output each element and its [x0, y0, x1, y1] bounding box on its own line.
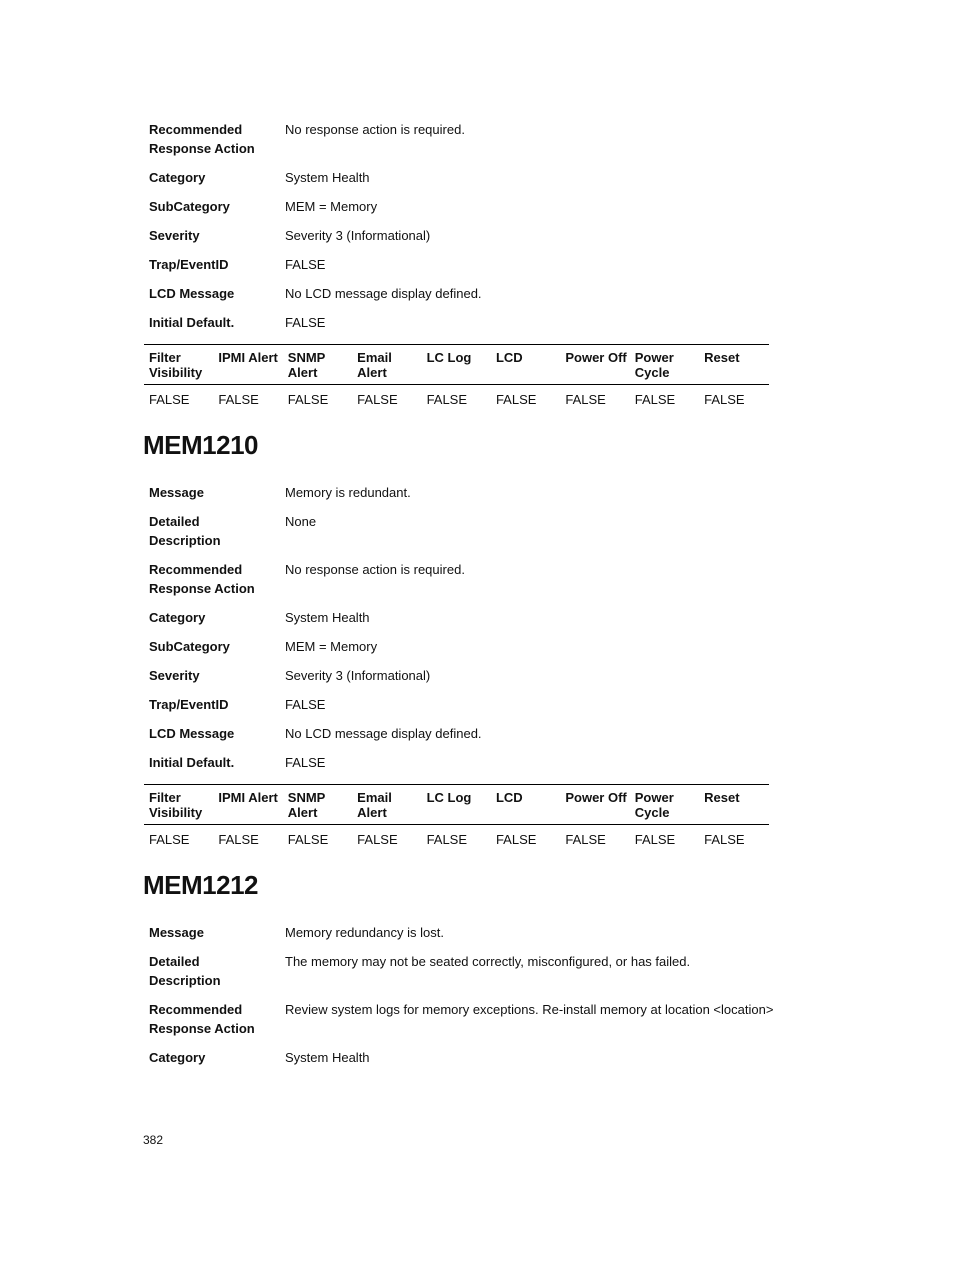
detail-key: LCD Message	[149, 726, 235, 741]
flags-header-cell: Reset	[704, 790, 740, 805]
flags-header-cell: LC Log	[426, 350, 472, 365]
detail-value: Memory redundancy is lost.	[285, 925, 444, 940]
detail-row	[149, 197, 789, 226]
flags-value-cell: FALSE	[149, 392, 190, 407]
section-heading: MEM1212	[143, 870, 258, 900]
flags-table	[144, 784, 769, 848]
detail-row	[149, 1048, 789, 1077]
page-number: 382	[143, 1133, 164, 1147]
detail-key: Category	[149, 610, 206, 625]
flags-value-cell: FALSE	[704, 832, 745, 847]
detail-value: Severity 3 (Informational)	[285, 668, 431, 683]
flags-value-cell: FALSE	[287, 392, 329, 407]
detail-row	[149, 560, 789, 608]
detail-row	[149, 255, 789, 284]
detail-row	[149, 724, 789, 753]
flags-value-cell: FALSE	[426, 832, 468, 847]
detail-row	[149, 1000, 789, 1048]
detail-key: Detailed Description	[149, 514, 221, 548]
detail-key: Category	[149, 170, 206, 185]
flags-table	[144, 344, 769, 408]
flags-value-cell: FALSE	[565, 392, 606, 407]
detail-row	[149, 284, 789, 313]
flags-header-cell: SNMP Alert	[287, 790, 326, 820]
detail-key: Severity	[149, 228, 200, 243]
flags-header-cell: SNMP Alert	[287, 350, 326, 380]
flags-header-cell: Power Cycle	[634, 790, 674, 820]
detail-key: Recommended Response Action	[149, 122, 255, 156]
detail-key: Detailed Description	[149, 954, 221, 988]
detail-value: System Health	[285, 1050, 370, 1065]
flags-header-cell: Reset	[704, 350, 740, 365]
flags-header-cell: Filter Visibility	[149, 350, 203, 380]
detail-value: No LCD message display defined.	[285, 286, 482, 301]
flags-header-cell: LCD	[495, 350, 523, 365]
detail-row	[149, 512, 789, 560]
detail-key: Initial Default.	[149, 315, 235, 330]
detail-value: FALSE	[285, 755, 326, 770]
detail-row	[149, 608, 789, 637]
detail-key: Initial Default.	[149, 755, 235, 770]
flags-value-cell: FALSE	[357, 832, 398, 847]
detail-key: Trap/EventID	[149, 697, 229, 712]
detail-key: Message	[149, 485, 204, 500]
mem1212-details	[149, 923, 789, 1077]
flags-header-cell: Email Alert	[357, 790, 392, 820]
detail-row	[149, 923, 789, 952]
detail-key: Message	[149, 925, 204, 940]
detail-value: No LCD message display defined.	[285, 726, 482, 741]
detail-row	[149, 753, 789, 777]
detail-row	[149, 483, 789, 512]
detail-value: No response action is required.	[285, 122, 465, 137]
detail-value: FALSE	[285, 257, 326, 272]
flags-value-cell: FALSE	[218, 832, 259, 847]
detail-value: System Health	[285, 610, 370, 625]
detail-key: SubCategory	[149, 639, 230, 654]
detail-key: Trap/EventID	[149, 257, 229, 272]
detail-value: Severity 3 (Informational)	[285, 228, 431, 243]
detail-row	[149, 952, 789, 1000]
flags-value-cell: FALSE	[357, 392, 398, 407]
detail-value: The memory may not be seated correctly, misconfigured, or has failed.	[285, 954, 691, 969]
detail-value: MEM = Memory	[285, 639, 378, 654]
flags-value-row	[144, 825, 769, 848]
flags-value-cell: FALSE	[495, 832, 537, 847]
flags-header-cell: LCD	[495, 790, 523, 805]
detail-value: Memory is redundant.	[285, 485, 411, 500]
flags-value-cell: FALSE	[287, 832, 329, 847]
mem1210-details	[149, 483, 789, 777]
detail-key: LCD Message	[149, 286, 235, 301]
detail-key: Recommended Response Action	[149, 562, 255, 596]
flags-header-cell: Email Alert	[357, 350, 392, 380]
detail-row	[149, 226, 789, 255]
detail-value: System Health	[285, 170, 370, 185]
flags-header-row	[144, 344, 769, 385]
flags-value-cell: FALSE	[218, 392, 259, 407]
detail-row	[149, 637, 789, 666]
flags-header-cell: Filter Visibility	[149, 790, 203, 820]
detail-value: None	[285, 514, 317, 529]
flags-header-cell: Power Off	[565, 350, 627, 365]
detail-value: MEM = Memory	[285, 199, 378, 214]
top-details	[149, 120, 789, 337]
detail-value: Review system logs for memory exceptions. Re-install memory at location <location>	[285, 1002, 774, 1017]
flags-value-row	[144, 385, 769, 408]
detail-row	[149, 695, 789, 724]
flags-header-cell: Power Cycle	[634, 350, 674, 380]
flags-value-cell: FALSE	[495, 392, 537, 407]
detail-row	[149, 120, 789, 168]
detail-row	[149, 313, 789, 337]
flags-header-row	[144, 784, 769, 825]
detail-key: SubCategory	[149, 199, 230, 214]
detail-value: FALSE	[285, 697, 326, 712]
detail-value: FALSE	[285, 315, 326, 330]
flags-header-cell: LC Log	[426, 790, 472, 805]
detail-key: Severity	[149, 668, 200, 683]
flags-value-cell: FALSE	[634, 832, 676, 847]
flags-header-cell: IPMI Alert	[218, 350, 278, 365]
flags-header-cell: Power Off	[565, 790, 627, 805]
section-heading: MEM1210	[143, 430, 258, 460]
flags-value-cell: FALSE	[565, 832, 606, 847]
flags-value-cell: FALSE	[149, 832, 190, 847]
detail-key: Recommended Response Action	[149, 1002, 255, 1036]
detail-row	[149, 666, 789, 695]
flags-value-cell: FALSE	[704, 392, 745, 407]
detail-key: Category	[149, 1050, 206, 1065]
flags-header-cell: IPMI Alert	[218, 790, 278, 805]
detail-row	[149, 168, 789, 197]
flags-value-cell: FALSE	[634, 392, 676, 407]
detail-value: No response action is required.	[285, 562, 465, 577]
flags-value-cell: FALSE	[426, 392, 468, 407]
